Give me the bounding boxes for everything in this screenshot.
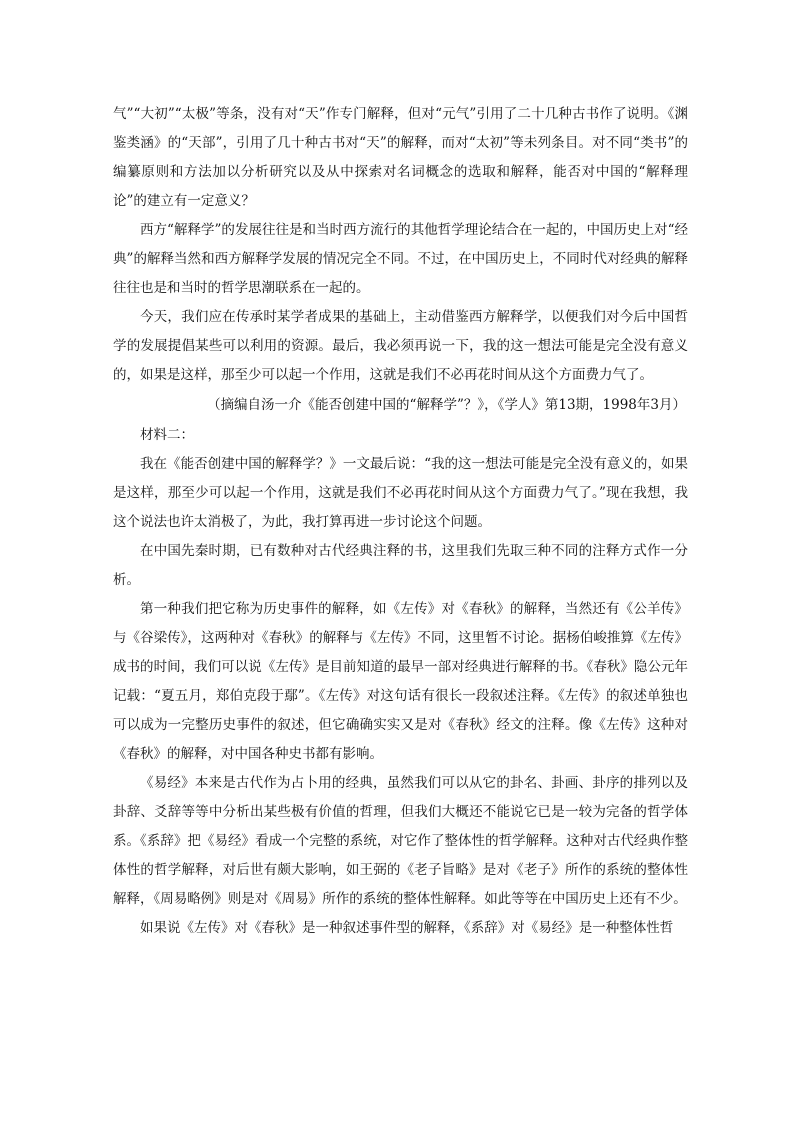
paragraph: 今天，我们应在传承时某学者成果的基础上，主动借鉴西方解释学，以便我们对今后中国哲学的发展提倡某些可以利用的资源。最后，我必须再说一下，我的这一想法可能是完全没有意义的，如果是这样，那至少可以起一个作用，这就是我们不必再花时间从这个方面费力气了。 — [113, 309, 688, 383]
paragraph: 西方“解释学”的发展往往是和当时西方流行的其他哲学理论结合在一起的，中国历史上对“经典”的解释当然和西方解释学发展的情况完全不同。不过，在中国历史上，不同时代对经典的解释往往也是和当时的哲学思潮联系在一起的。 — [113, 222, 688, 296]
material-label: 材料二： — [140, 427, 194, 443]
paragraph: 我在《能否创建中国的解释学？》一文最后说：“我的这一想法可能是完全没有意义的，如果是这样，那至少可以起一个作用，这就是我们不必再花时间从这个方面费力气了。”现在我想，我这个说法也许太消极了，为此，我打算再进一步讨论这个问题。 — [113, 456, 688, 530]
source-citation: （摘编自汤一介《能否创建中国的“解释学”？》，《学人》第13期，1998年3月） — [207, 397, 686, 413]
paragraph: 第一种我们把它称为历史事件的解释，如《左传》对《春秋》的解释，当然还有《公羊传》与《谷梁传》，这两种对《春秋》的解释与《左传》不同，这里暂不讨论。据杨伯峻推算《左传》成书的时间，我们可以说《左传》是目前知道的最早一部对经典进行解释的书。《春秋》隐公元年记载：“夏五月，郑伯克段于鄢”。《左传》对这句话有很长一段叙述注释。《左传》的叙述单独也可以成为一完整历史事件的叙述，但它确确实实又是对《春秋》经文的注释。像《左传》这种对《春秋》的解释，对中国各种史书都有影响。 — [113, 601, 688, 762]
document-body — [113, 100, 688, 943]
paragraph: 《易经》本来是古代作为占卜用的经典，虽然我们可以从它的卦名、卦画、卦序的排列以及卦辞、爻辞等等中分析出某些极有价值的哲理，但我们大概还不能说它已是一较为完备的哲学体系。《系辞》把《易经》看成一个完整的系统，对它作了整体性的哲学解释。这种对古代经典作整体性的哲学解释，对后世有颇大影响，如王弼的《老子旨略》是对《老子》所作的系统的整体性解释，《周易略例》则是对《周易》所作的系统的整体性解释。如此等等在中国历史上还有不少。 — [113, 775, 688, 907]
paragraph-continued: 气”“大初”“太极”等条，没有对“天”作专门解释，但对“元气”引用了二十几种古书作了说明。《渊鉴类涵》的“天部”，引用了几十种古书对“天”的解释，而对“太初”等未列条目。对不同“类书”的编纂原则和方法加以分析研究以及从中探索对名词概念的选取和解释，能否对中国的“解释理论”的建立有一定意义？ — [113, 106, 688, 209]
paragraph: 在中国先秦时期，已有数种对古代经典注释的书，这里我们先取三种不同的注释方式作一分析。 — [113, 543, 688, 588]
paragraph-truncated: 如果说《左传》对《春秋》是一种叙述事件型的解释，《系辞》对《易经》是一种整体性哲 — [140, 920, 674, 936]
